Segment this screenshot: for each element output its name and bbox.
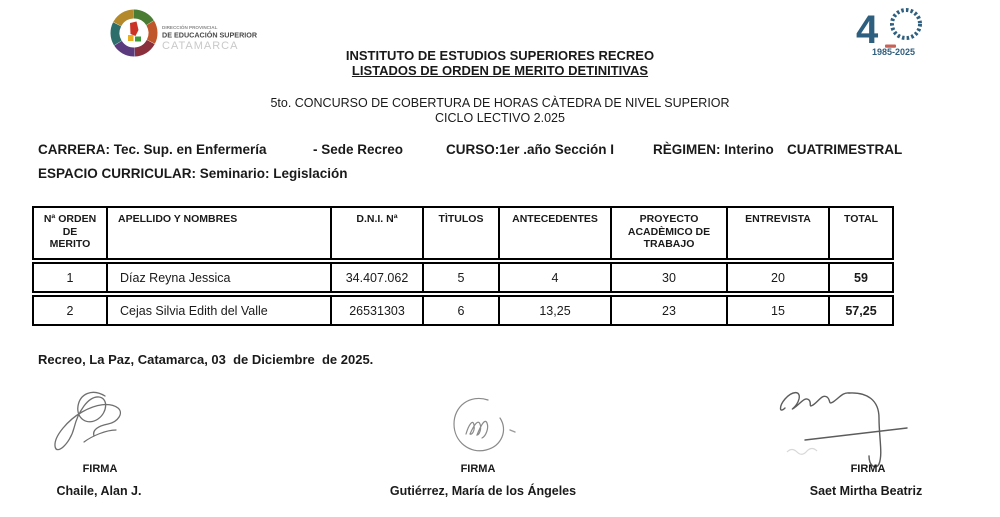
- cell-dni: 34.407.062: [330, 262, 424, 293]
- cell-entrevista: 20: [726, 262, 830, 293]
- cell-entrevista: 15: [726, 295, 830, 326]
- header-dni: D.N.I. Nª: [330, 206, 424, 260]
- espacio-curricular-field: ESPACIO CURRICULAR: Seminario: Legislación: [38, 166, 348, 181]
- cell-total: 57,25: [828, 295, 894, 326]
- cell-titulos: 5: [422, 262, 500, 293]
- anniversary-number: 4: [856, 8, 879, 52]
- cell-titulos: 6: [422, 295, 500, 326]
- merit-table: [32, 206, 894, 326]
- header-orden: Nª ORDEN DE MERITO: [32, 206, 108, 260]
- cell-dni: 26531303: [330, 295, 424, 326]
- header-titulos: TÌTULOS: [422, 206, 500, 260]
- curso-field: CURSO:1er .año Sección I: [446, 142, 615, 157]
- header-antecedentes: ANTECEDENTES: [498, 206, 612, 260]
- header-apellido: APELLIDO Y NOMBRES: [106, 206, 332, 260]
- firma-label: FIRMA: [850, 463, 886, 475]
- cell-antecedentes: 4: [498, 262, 612, 293]
- table-header-row: [32, 206, 894, 260]
- signature-2-icon: [446, 392, 520, 458]
- table-row: [32, 262, 894, 293]
- signer-name: Saet Mirtha Beatriz: [809, 484, 923, 498]
- firma-label: FIRMA: [460, 463, 496, 475]
- left-logo-line3: CATAMARCA: [162, 40, 239, 52]
- cell-orden: 2: [32, 295, 108, 326]
- periodo-field: CUATRIMESTRAL: [787, 142, 903, 157]
- carrera-field: CARRERA: Tec. Sup. en Enfermería: [38, 142, 267, 157]
- title-block: [0, 48, 1000, 78]
- header-total: TOTAL: [828, 206, 894, 260]
- anniversary-years: 1985-2025: [872, 47, 916, 57]
- cell-proyecto: 30: [610, 262, 728, 293]
- signer-name: Gutiérrez, María de los Ángeles: [389, 484, 577, 498]
- signature-1-block: [48, 386, 148, 462]
- signature-2-block: [446, 392, 520, 458]
- cell-apellido: Díaz Reyna Jessica: [106, 262, 332, 293]
- cell-antecedentes: 13,25: [498, 295, 612, 326]
- subtitle-block: [0, 96, 1000, 125]
- left-logo-line1: DIRECCIÓN PROVINCIAL: [162, 25, 218, 30]
- cell-total: 59: [828, 262, 894, 293]
- anniversary-zero-icon: [892, 10, 920, 38]
- firma-label: FIRMA: [82, 463, 118, 475]
- signer-name: Chaile, Alan J.: [56, 484, 142, 498]
- signature-1-icon: [48, 386, 148, 462]
- header-entrevista: ENTREVISTA: [726, 206, 830, 260]
- date-line: Recreo, La Paz, Catamarca, 03 de Diciembre de 2025.: [38, 352, 374, 367]
- cell-proyecto: 23: [610, 295, 728, 326]
- cell-orden: 1: [32, 262, 108, 293]
- cycle-subtitle: CICLO LECTIVO 2.025: [435, 110, 565, 125]
- institute-title: INSTITUTO DE ESTUDIOS SUPERIORES RECREO: [345, 48, 655, 63]
- table-row: [32, 295, 894, 326]
- header-proyecto: PROYECTO ACADÈMICO DE TRABAJO: [610, 206, 728, 260]
- contest-subtitle: 5to. CONCURSO DE COBERTURA DE HORAS CÀTEDRA DE NIVEL SUPERIOR: [270, 96, 730, 110]
- regimen-field: RÈGIMEN: Interino: [653, 142, 774, 157]
- sede-field: - Sede Recreo: [313, 142, 404, 157]
- left-logo-line2: DE EDUCACIÓN SUPERIOR: [162, 30, 258, 40]
- cell-apellido: Cejas Silvia Edith del Valle: [106, 295, 332, 326]
- list-title: LISTADOS DE ORDEN DE MERITO DETINITIVAS: [351, 63, 649, 78]
